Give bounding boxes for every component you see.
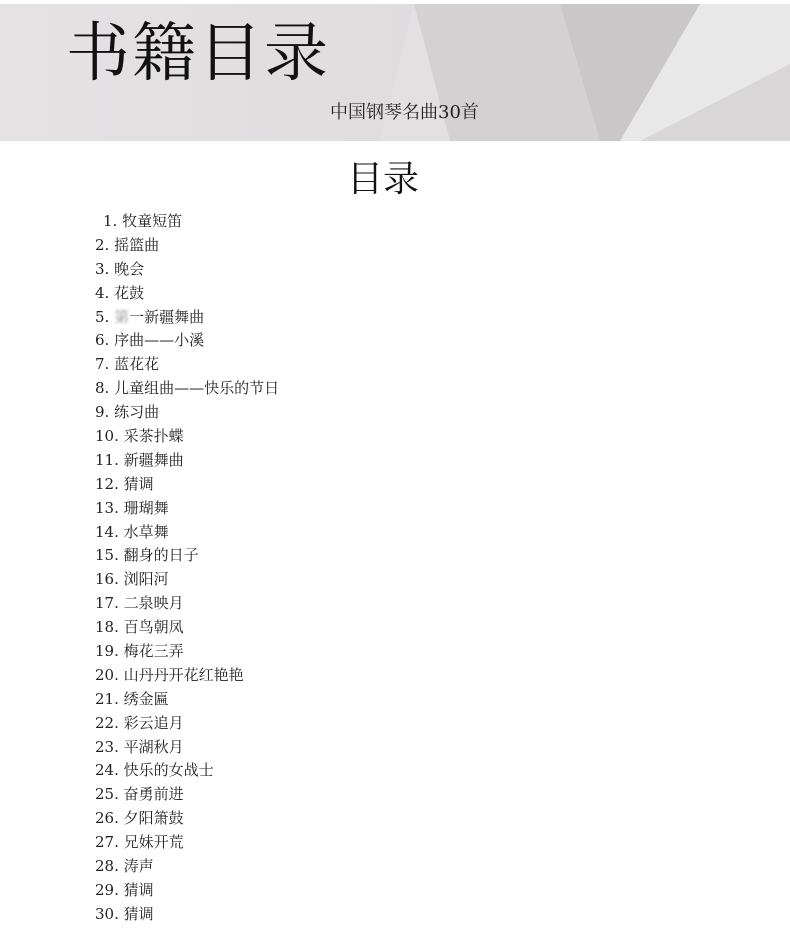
toc-item: 11. 新疆舞曲 [95,450,184,469]
toc-item: 24. 快乐的女战士 [95,761,214,780]
toc-item: 9. 练习曲 [95,403,160,422]
blurred-character: 第 [114,307,130,326]
toc-item: 16. 浏阳河 [95,570,169,589]
toc-item: 6. 序曲——小溪 [95,331,205,350]
toc-item: 2. 摇篮曲 [95,235,160,254]
toc-item: 10. 采茶扑蝶 [95,427,184,446]
toc-item-title: 一新疆舞曲 [129,307,205,326]
toc-item-number: 5. [95,307,115,326]
toc-item: 25. 奋勇前进 [95,785,184,804]
toc-item: 15. 翻身的日子 [95,546,199,565]
toc-item: 23. 平湖秋月 [95,737,184,756]
toc-heading: 目录 [346,159,419,200]
toc-item: 22. 彩云追月 [95,713,184,732]
toc-item: 29. 猜调 [95,880,154,899]
toc-item-5 [95,306,279,330]
toc-item: 12. 猜调 [95,474,154,493]
toc-item: 8. 儿童组曲——快乐的节日 [95,379,280,398]
banner-subtitle: 中国钢琴名曲30首 [330,102,479,123]
toc-item: 18. 百鸟朝凤 [95,618,184,637]
toc-item: 13. 珊瑚舞 [95,498,169,517]
toc-item: 7. 蓝花花 [95,355,160,374]
toc-item: 14. 水草舞 [95,522,169,541]
toc-item: 21. 绣金匾 [95,689,169,708]
toc-item: 19. 梅花三弄 [95,642,184,661]
toc-item: 28. 涛声 [95,857,154,876]
toc-item: 3. 晚会 [95,259,145,278]
toc-item: 1. 牧童短笛 [103,212,183,230]
toc-item: 4. 花鼓 [95,283,145,302]
toc-item: 17. 二泉映月 [95,594,184,613]
toc-list [95,210,279,927]
toc-item: 20. 山丹丹开花红艳艳 [95,665,244,684]
toc-item: 27. 兄妹开荒 [95,833,184,852]
toc-item: 30. 猜调 [95,904,154,923]
header-banner [0,4,790,141]
banner-title: 书籍目录 [66,17,330,91]
toc-item: 26. 夕阳箫鼓 [95,809,184,828]
